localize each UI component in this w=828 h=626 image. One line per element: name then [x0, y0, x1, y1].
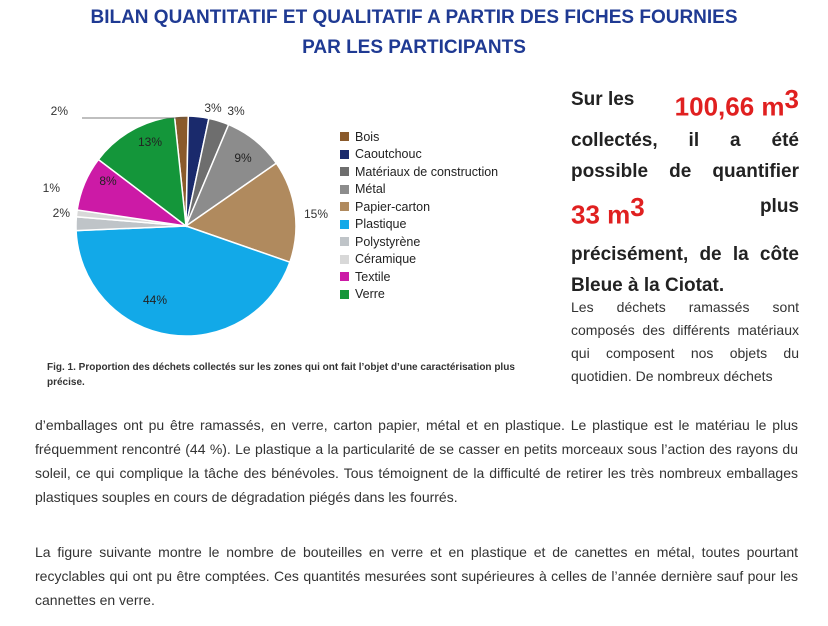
page-title: [0, 3, 828, 63]
legend-label: Papier-carton: [355, 199, 431, 214]
highlight-place: Bleue à la Ciotat.: [571, 274, 725, 296]
highlight-quantified: 33 $m^3$: [571, 192, 645, 230]
legend-swatch: [340, 185, 349, 194]
legend-swatch: [340, 220, 349, 229]
slice-label-9: 8%: [99, 174, 117, 188]
legend-item: [340, 286, 498, 304]
legend-item: [340, 181, 498, 199]
highlight-sur: Sur les: [571, 89, 635, 110]
legend-label: Polystyrène: [355, 234, 421, 249]
legend-label: Caoutchouc: [355, 147, 422, 162]
figure-caption: Fig. 1. Proportion des déchets collectés sur les zones qui ont fait l’objet d’une caractérisation plus précise.: [47, 362, 515, 388]
slice-label-10: 13%: [137, 135, 163, 149]
legend-swatch: [340, 167, 349, 176]
legend-swatch: [340, 202, 349, 211]
legend-item: [340, 268, 498, 286]
highlight-plus: plus: [759, 196, 799, 218]
legend-item: [340, 233, 498, 251]
legend-label: Textile: [355, 269, 391, 284]
legend-swatch: [340, 150, 349, 159]
legend-swatch: [340, 272, 349, 281]
body-paragraph-1: d’emballages ont pu être ramassés, en verre, carton papier, métal et en plastique. Le plastique est le matériau le plus fréquemment rencontré (44 %). Le plastique a la particularité de se casser en petits morceaux sous l’action des rayons du soleil, ce qui complique la tâche des bénévoles. Tous témoignent de la difficulté de retirer les très nombreux emballages plastiques souples en cours de dégradation piégés dans les fourrés.: [35, 417, 798, 505]
highlight-row-1: [571, 84, 799, 125]
highlight-total: 100,66 $m^3$: [674, 84, 799, 122]
legend-label: Bois: [355, 129, 380, 144]
legend-swatch: [340, 237, 349, 246]
chart-legend: [340, 128, 498, 303]
slice-label-4: 9%: [234, 151, 252, 165]
slice-label-8: 1%: [42, 181, 60, 195]
slice-label-5: 15%: [303, 207, 329, 221]
legend-item: [340, 128, 498, 146]
slice-label-6: 44%: [142, 293, 168, 307]
legend-label: Verre: [355, 287, 385, 302]
legend-swatch: [340, 290, 349, 299]
legend-label: Matériaux de construction: [355, 164, 499, 179]
body-paragraph-2: La figure suivante montre le nombre de bouteilles en verre et en plastique et de canettes en métal, toutes pourtant recyclables qui ont pu être comptées. Ces quantités mesurées sont supérieures à celles de l’année dernière sauf pour les cannettes en verre.: [35, 544, 798, 608]
slice-label-1: 2%: [50, 104, 68, 118]
legend-swatch: [340, 255, 349, 264]
slice-label-3: 3%: [227, 104, 245, 118]
highlight-collected: collectés, il a été: [571, 130, 799, 152]
highlight-possible: possible de quantifier: [571, 161, 799, 183]
slice-label-2: 3%: [204, 101, 222, 115]
side-paragraph: Les déchets ramassés sont composés des différents matériaux qui composent nos objets du quotidien. De nombreux déchets: [571, 299, 799, 384]
title-line-1: BILAN QUANTITATIF ET QUALITATIF A PARTIR DES FICHES FOURNIES: [90, 7, 738, 28]
highlight-precise: précisément, de la côte: [571, 243, 799, 265]
legend-item: [340, 216, 498, 234]
legend-item: [340, 146, 498, 164]
legend-item: [340, 251, 498, 269]
slice-label-7: 2%: [52, 206, 70, 220]
title-line-2: PAR LES PARTICIPANTS: [302, 37, 526, 58]
highlight-row-4: [571, 187, 799, 238]
legend-item: [340, 163, 498, 181]
legend-item: [340, 198, 498, 216]
legend-label: Céramique: [355, 252, 417, 267]
legend-swatch: [340, 132, 349, 141]
legend-label: Métal: [355, 182, 386, 197]
highlight-box: [571, 84, 799, 301]
legend-label: Plastique: [355, 217, 407, 232]
